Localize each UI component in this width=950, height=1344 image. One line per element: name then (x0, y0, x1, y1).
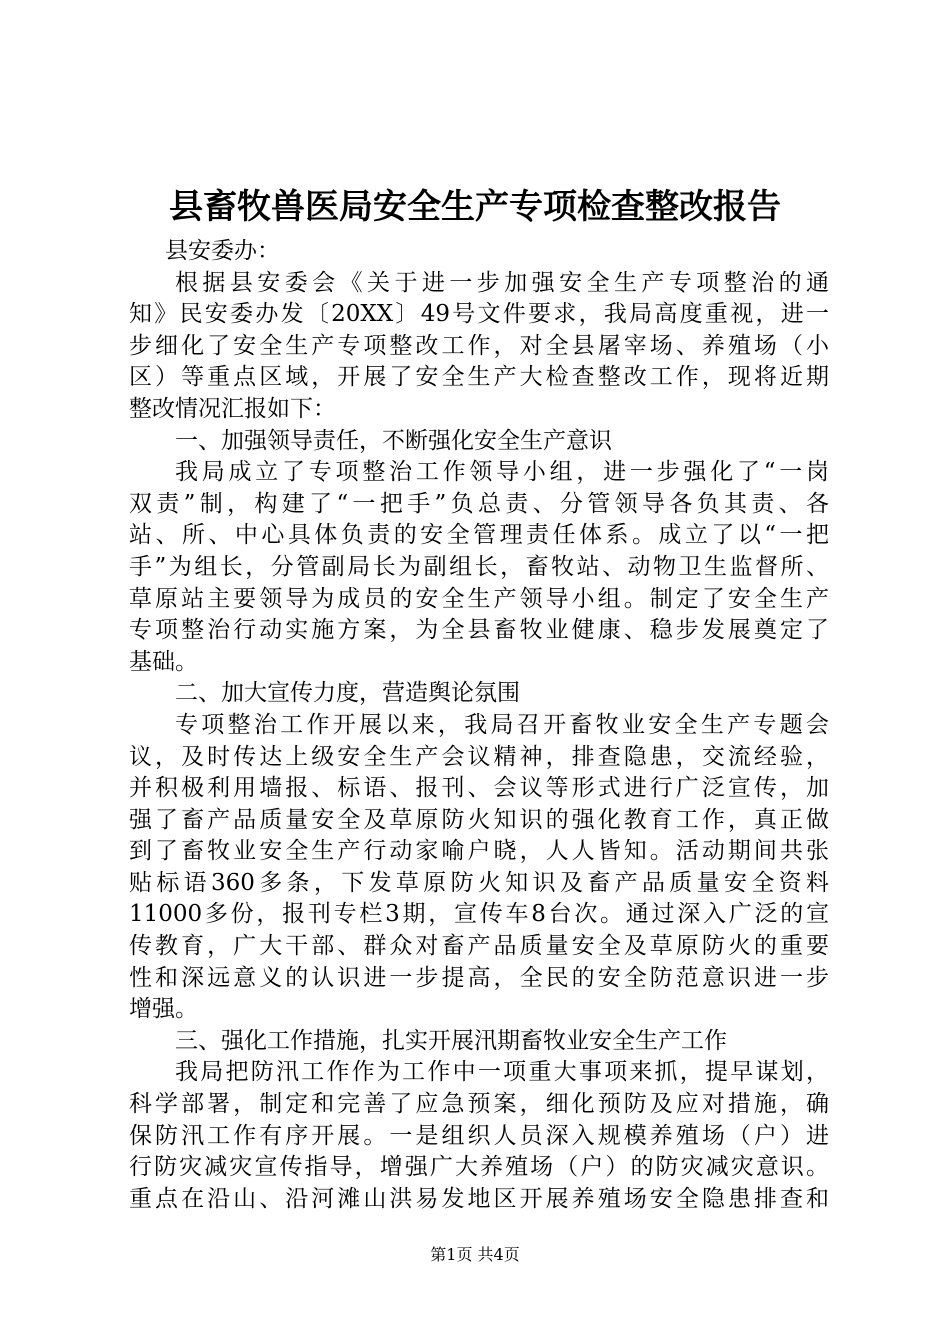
text-line: 行防灾减灾宣传指导，增强广大养殖场（户）的防灾减灾意识。 (129, 1154, 829, 1181)
text-line: 整改情况汇报如下： (129, 395, 336, 422)
text-line: 专项整治行动实施方案，为全县畜牧业健康、稳步发展奠定了 (129, 617, 829, 644)
text-line: 重点在沿山、沿河滩山洪易发地区开展养殖场安全隐患排查和 (129, 1185, 829, 1212)
text-line: 双责”制，构建了“一把手”负总责、分管领导各负其责、各 (129, 490, 829, 517)
text-line: 科学部署，制定和完善了应急预案，细化预防及应对措施，确 (129, 1091, 829, 1118)
text-line: 我局把防汛工作作为工作中一项重大事项来抓，提早谋划， (175, 1059, 829, 1086)
text-line: 基础。 (129, 648, 198, 675)
text-line: 手”为组长，分管副局长为副组长，畜牧站、动物卫生监督所、 (129, 553, 829, 580)
text-line: 11000多份，报刊专栏3期，宣传车8台次。通过深入广泛的宣 (129, 901, 829, 928)
text-line: 专项整治工作开展以来，我局召开畜牧业安全生产专题会 (175, 711, 829, 738)
page-number-footer: 第1页 共4页 (430, 1245, 520, 1264)
text-line: 根据县安委会《关于进一步加强安全生产专项整治的通 (175, 269, 829, 296)
section-heading-2: 二、加大宣传力度，营造舆论氛围 (175, 680, 520, 707)
text-line: 站、所、中心具体负责的安全管理责任体系。成立了以“一把 (129, 522, 829, 549)
text-line: 知》民安委办发〔20XX〕49号文件要求，我局高度重视，进一 (129, 301, 829, 328)
text-line: 保防汛工作有序开展。一是组织人员深入规模养殖场（户）进 (129, 1122, 829, 1149)
salutation-line: 县安委办： (165, 238, 280, 264)
text-line: 强了畜产品质量安全及草原防火知识的强化教育工作，真正做 (129, 806, 829, 833)
text-line: 性和深远意义的认识进一步提高，全民的安全防范意识进一步 (129, 964, 829, 991)
text-line: 贴标语360多条，下发草原防火知识及畜产品质量安全资料 (129, 869, 829, 896)
document-body (129, 236, 829, 1215)
text-line: 并积极利用墙报、标语、报刊、会议等形式进行广泛宣传，加 (129, 775, 829, 802)
text-line: 增强。 (129, 996, 198, 1023)
document-title: 县畜牧兽医局安全生产专项检查整改报告 (169, 187, 781, 227)
text-line: 草原站主要领导为成员的安全生产领导小组。制定了安全生产 (129, 585, 829, 612)
text-line: 传教育，广大干部、群众对畜产品质量安全及草原防火的重要 (129, 933, 829, 960)
section-heading-1: 一、加强领导责任，不断强化安全生产意识 (175, 427, 612, 454)
text-line: 区）等重点区域，开展了安全生产大检查整改工作，现将近期 (129, 364, 829, 391)
text-line: 到了畜牧业安全生产行动家喻户晓，人人皆知。活动期间共张 (129, 838, 829, 865)
text-line: 步细化了安全生产专项整改工作，对全县屠宰场、养殖场（小 (129, 332, 829, 359)
text-line: 我局成立了专项整治工作领导小组，进一步强化了“一岗 (175, 459, 829, 486)
section-heading-3: 三、强化工作措施，扎实开展汛期畜牧业安全生产工作 (175, 1027, 727, 1054)
text-line: 议，及时传达上级安全生产会议精神，排查隐患，交流经验， (129, 743, 829, 770)
